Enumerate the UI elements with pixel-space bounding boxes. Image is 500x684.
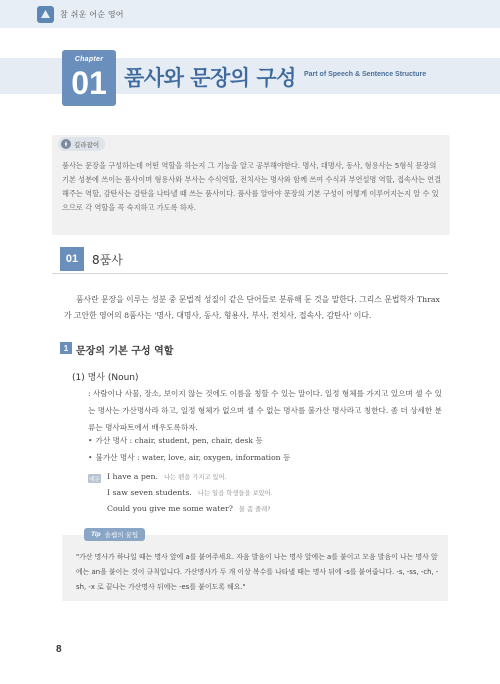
- section-divider: [52, 273, 448, 274]
- tip-tag: Tip: [91, 531, 101, 538]
- tip-text: "가산 명사가 하나일 때는 명사 앞에 a를 붙여주세요. 자음 발음이 나는 명사 앞에는 a를 붙이고 모음 발음이 나는 명사 앞에는 an을 붙이는 것이 규칙입니다. 가산명사가 두 개 이상 복수를 나타낼 때는 명사 뒤에 -s를 붙여줍니다. -s, -ss, -ch, -sh, -x 로 끝나는 가산명사 뒤에는 -es를 붙이도록 해요.": [76, 553, 439, 591]
- intro-text: 품사는 문장을 구성하는데 어떤 역할을 하는지 그 기능을 알고 공부해야한다. 명사, 대명사, 동사, 형용사는 5형식 문장의 기본 성분에 쓰이는 품사이며 형용사와 부사는 수식역할, 전치사는 명사와 함께 쓰여 수식과 부연설명 역할, 접속사는 연결해주는 역할, 감탄사는 감탄을 나타낼 때 쓰는 품사이다. 품사를 알아야 문장의 기본 구성이 어떻게 이루어지는지 알 수 있으므로 각 역할을 꼭 숙지하고 가도록 하자.: [62, 161, 442, 212]
- subsection-title: 문장의 기본 구성 역할: [76, 346, 174, 357]
- tip-tab: [84, 528, 145, 541]
- example-korean: 나는 펜을 가지고 있어.: [163, 474, 227, 481]
- page-number: 8: [56, 644, 62, 655]
- example-korean: 물 좀 줄래?: [238, 506, 271, 513]
- subsection-number: 1: [60, 342, 72, 354]
- chapter-badge: [62, 50, 116, 106]
- bullet-marker: •: [88, 436, 93, 445]
- intro-badge: [58, 137, 105, 151]
- section-title: 8품사: [92, 253, 123, 267]
- chapter-title: 품사와 문장의 구성: [124, 66, 296, 90]
- example-english: Could you give me some water?: [107, 504, 233, 513]
- tip-title: 솔쌤의 꿀팁: [104, 531, 139, 539]
- example-label: 예문: [88, 474, 101, 483]
- section-paragraph: 품사란 문장을 이루는 성분 중 문법적 성질이 같은 단어들로 분류해 둔 것을 말한다. 그리스 문법학자 Thrax가 고안한 영어의 8품사는 '명사, 대명사, 동사, 형용사, 부사, 전치사, 접속사, 감탄사' 이다.: [64, 295, 440, 320]
- noun-heading: (1) 명사 (Noun): [72, 373, 139, 383]
- example-line: [107, 472, 227, 481]
- book-emblem-icon: [37, 6, 54, 23]
- bullet-text: 불가산 명사 : water, love, air, oxygen, information 등: [95, 453, 291, 462]
- example-english: I have a pen.: [107, 472, 158, 481]
- bullet-marker: •: [88, 453, 93, 462]
- section-number: 01: [60, 247, 84, 271]
- list-item: [88, 452, 290, 463]
- book-title: 참 쉬운 어순 영어: [60, 10, 124, 19]
- example-korean: 나는 일곱 학생들을 보았어.: [197, 490, 273, 497]
- noun-body: : 사람이나 사물, 장소, 보이지 않는 것에도 이름을 칭할 수 있는 말이다. 일정 형체를 가지고 있으며 셀 수 있는 명사는 가산명사라 하고, 일정 형체가 없으며 셀 수 없는 명사를 불가산 명사라고 칭한다. 좀 더 상세한 분류는 명사파트에서 배우도록하자.: [88, 389, 443, 432]
- chapter-subtitle: Part of Speech & Sentence Structure: [304, 71, 427, 78]
- chapter-number: 01: [71, 65, 107, 101]
- chapter-label: Chapter: [74, 56, 104, 63]
- intro-badge-label: 길라잡이: [74, 140, 100, 149]
- intro-box: [52, 135, 450, 235]
- example-english: I saw seven students.: [107, 488, 192, 497]
- compass-icon: [61, 139, 71, 149]
- list-item: [88, 435, 263, 446]
- example-line: [107, 488, 273, 497]
- bullet-text: 가산 명사 : chair, student, pen, chair, desk 등: [95, 436, 263, 445]
- example-line: [107, 504, 271, 513]
